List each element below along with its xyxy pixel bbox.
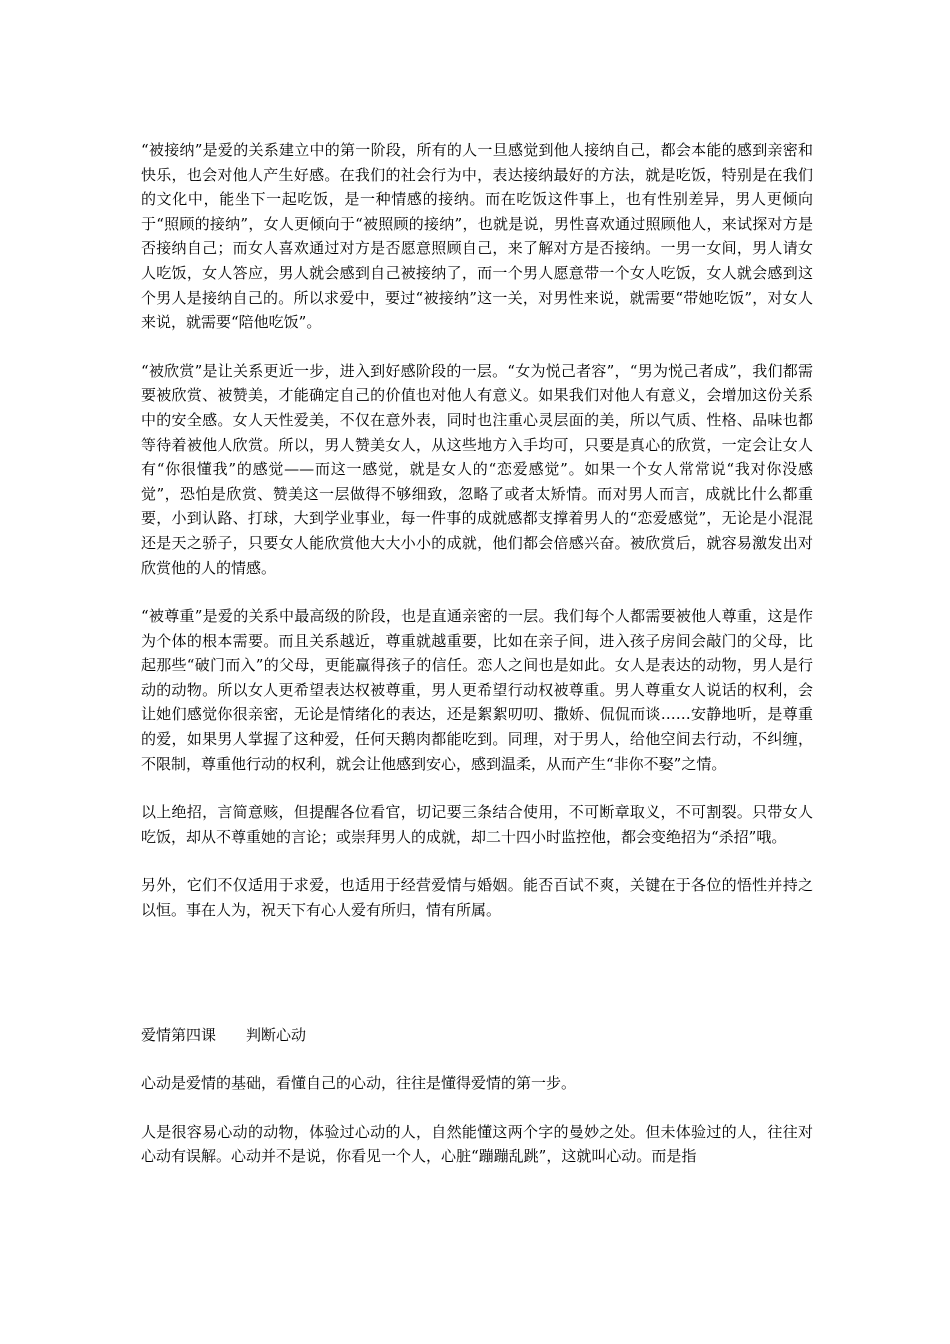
paragraph-being-respected: “被尊重”是爱的关系中最高级的阶段，也是直通亲密的一层。我们每个人都需要被他人尊重，这是作为个体的根本需要。而且关系越近，尊重就越重要，比如在亲子间，进入孩子房间会敲门的父母，比起那些“破门而入”的父母，更能赢得孩子的信任。恋人之间也是如此。女人是表达的动物，男人是行动的动物。所以女人更希望表达权被尊重，男人更希望行动权被尊重。男人尊重女人说话的权利，会让她们感觉你很亲密，无论是情绪化的表达，还是絮絮叨叨、撒娇、侃侃而谈……安静地听，是尊重的爱，如果男人掌握了这种爱，任何天鹅肉都能吃到。同理，对于男人，给他空间去行动，不纠缠，不限制，尊重他行动的权利，就会让他感到安心，感到温柔，从而产生“非你不娶”之情。 [141, 607, 813, 773]
paragraph-being-appreciated: “被欣赏”是让关系更近一步，进入到好感阶段的一层。“女为悦己者容”，“男为悦己者成”，我们都需要被欣赏、被赞美，才能确定自己的价值也对他人有意义。如果我们对他人有意义，会增加这份关系中的安全感。女人天性爱美，不仅在意外表，同时也注重心灵层面的美，所以气质、性格、品味也都等待着被他人欣赏。所以，男人赞美女人，从这些地方入手均可，只要是真心的欣赏，一定会让女人有“你很懂我”的感觉——而这一感觉，就是女人的“恋爱感觉”。如果一个女人常常说“我对你没感觉”，恐怕是欣赏、赞美这一层做得不够细致，忽略了或者太矫情。而对男人而言，成就比什么都重要，小到认路、打球，大到学业事业，每一件事的成就感都支撑着男人的“恋爱感觉”，无论是小混混还是天之骄子，只要女人能欣赏他大大小小的成就，他们都会倍感兴奋。被欣赏后，就容易激发出对欣赏他的人的情感。 [141, 361, 813, 577]
paragraph-conclusion: 另外，它们不仅适用于求爱，也适用于经营爱情与婚姻。能否百试不爽，关键在于各位的悟性并持之以恒。事在人为，祝天下有心人爱有所归，情有所属。 [141, 876, 813, 920]
lesson-title: 判断心动 [246, 1025, 307, 1044]
paragraph-summary: 以上绝招，言简意赅，但提醒各位看官，切记要三条结合使用，不可断章取义，不可割裂。只带女人吃饭，却从不尊重她的言论；或崇拜男人的成就，却二十四小时监控他，都会变绝招为“杀招”哦。 [141, 803, 813, 846]
paragraph-heart-intro: 心动是爱情的基础，看懂自己的心动，往往是懂得爱情的第一步。 [141, 1074, 577, 1093]
document-page [141, 138, 813, 1193]
lesson-number: 爱情第四课 [141, 1025, 217, 1044]
lesson-heading [141, 1023, 813, 1048]
paragraph-heart-body: 人是很容易心动的动物，体验过心动的人，自然能懂这两个字的曼妙之处。但未体验过的人，往往对心动有误解。心动并不是说，你看见一个人，心脏“蹦蹦乱跳”，这就叫心动。而是指 [141, 1122, 813, 1166]
paragraph-being-accepted: “被接纳”是爱的关系建立中的第一阶段，所有的人一旦感觉到他人接纳自己，都会本能的感到亲密和快乐，也会对他人产生好感。在我们的社会行为中，表达接纳最好的方法，就是吃饭，特别是在我们的文化中，能坐下一起吃饭，是一种情感的接纳。而在吃饭这件事上，也有性别差异，男人更倾向于“照顾的接纳”，女人更倾向于“被照顾的接纳”，也就是说，男性喜欢通过照顾他人，来试探对方是否接纳自己；而女人喜欢通过对方是否愿意照顾自己，来了解对方是否接纳。一男一女间，男人请女人吃饭，女人答应，男人就会感到自己被接纳了，而一个男人愿意带一个女人吃饭，女人就会感到这个男人是接纳自己的。所以求爱中，要过“被接纳”这一关，对男性来说，就需要“带她吃饭”，对女人来说，就需要“陪他吃饭”。 [141, 141, 813, 332]
